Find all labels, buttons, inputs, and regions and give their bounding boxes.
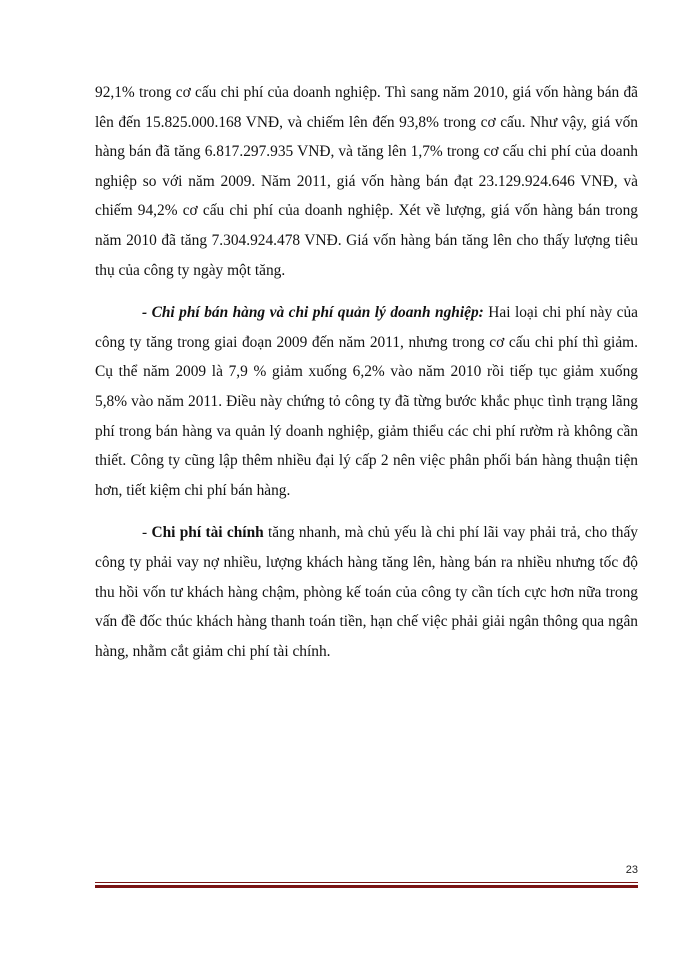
paragraph-text: Hai loại chi phí này của công ty tăng trong giai đoạn 2009 đến năm 2011, nhưng trong cơ cấu chi phí thì giảm. Cụ thể năm 2009 là 7,9 % giảm xuống 6,2% vào năm 2010 rồi tiếp tục giảm xuống 5,8% vào năm 2011. Điều này chứng tỏ công ty đã từng bước khắc phục tình trạng lãng phí trong bán hàng va quản lý doanh nghiệp, giảm thiểu các chi phí rườm rà không cần thiết. Công ty cũng lập thêm nhiều đại lý cấp 2 nên việc phân phối bán hàng thuận tiện hơn, tiết kiệm chi phí bán hàng. xyxy=(95,304,638,499)
footer-rule-thin xyxy=(95,882,638,883)
paragraph-text: 92,1% trong cơ cấu chi phí của doanh nghiệp. Thì sang năm 2010, giá vốn hàng bán đã lên đến 15.825.000.168 VNĐ, và chiếm lên đến 93,8% trong cơ cấu. Như vậy, giá vốn hàng bán đã tăng 6.817.297.935 VNĐ, và tăng lên 1,7% trong cơ cấu chi phí của doanh nghiệp so với năm 2009. Năm 2011, giá vốn hàng bán đạt 23.129.924.646 VNĐ, và chiếm 94,2% cơ cấu chi phí của doanh nghiệp. Xét về lượng, giá vốn hàng bán trong năm 2010 đã tăng 7.304.924.478 VNĐ. Giá vốn hàng bán tăng lên cho thấy lượng tiêu thụ của công ty ngày một tăng. xyxy=(95,84,638,279)
paragraph-dash: - xyxy=(142,524,152,542)
paragraph-text: tăng nhanh, mà chủ yếu là chi phí lãi vay phải trả, cho thấy công ty phải vay nợ nhiều, lượng khách hàng tăng lên, hàng bán ra nhiều nhưng tốc độ thu hồi vốn tư khách hàng chậm, phòng kế toán của công ty cần tích cực hơn nữa trong vấn đề đốc thúc khách hàng thanh toán tiền, hạn chế việc phải giải ngân thông qua ngân hàng, nhằm cắt giảm chi phí tài chính. xyxy=(95,524,638,660)
paragraph-cost-of-goods xyxy=(95,78,638,285)
page-number: 23 xyxy=(625,864,638,876)
body-text xyxy=(95,78,638,679)
paragraph-selling-admin-costs xyxy=(95,298,638,505)
paragraph-financial-costs xyxy=(95,518,638,666)
paragraph-heading: - Chi phí bán hàng và chi phí quản lý doanh nghiệp: xyxy=(142,304,484,322)
footer-rule-thick xyxy=(95,885,638,888)
paragraph-heading: Chi phí tài chính xyxy=(151,524,264,542)
